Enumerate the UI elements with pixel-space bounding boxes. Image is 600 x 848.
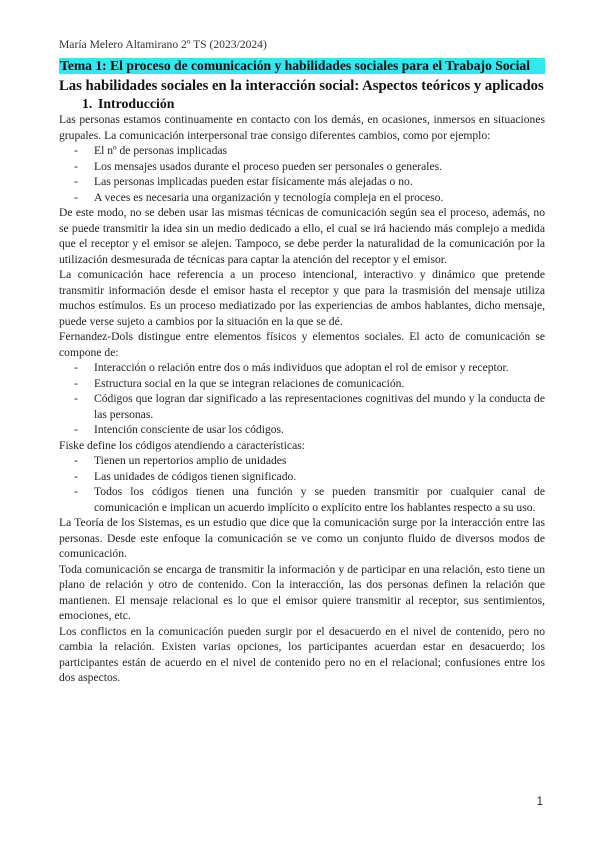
dash-marker: - <box>74 361 78 374</box>
dash-marker: - <box>74 454 78 467</box>
page-header: María Melero Altamirano 2º TS (2023/2024) <box>59 38 267 51</box>
list-item: - Los mensajes usados durante el proceso pueden ser personales o generales. <box>74 159 443 173</box>
list-item: - Intención consciente de usar los códigos. <box>74 423 284 436</box>
dash-marker: - <box>74 175 78 188</box>
bullet-list-act-components <box>59 360 545 438</box>
dash-marker: - <box>74 190 78 204</box>
paragraph: La Teoría de los Sistemas, es un estudio que dice que la comunicación surge por la interacción entre las personas. Desde este enfoque la comunicación se ve como un conjunto fluido de diversos modos de comunicación. <box>59 516 545 560</box>
bullet-list-code-features <box>59 453 545 515</box>
list-item: - Estructura social en la que se integran relaciones de comunicación. <box>74 376 405 390</box>
paragraph: Fernandez-Dols distingue entre elementos físicos y elementos sociales. El acto de comunicación se compone de: <box>59 330 545 359</box>
dash-marker: - <box>74 144 78 157</box>
dash-marker: - <box>74 159 78 173</box>
section-heading <box>82 95 545 112</box>
document-page <box>59 38 545 686</box>
topic-title: Tema 1: El proceso de comunicación y habilidades sociales para el Trabajo Social <box>59 58 545 74</box>
list-item: - Tienen un repertorios amplio de unidades <box>74 454 287 467</box>
list-item: - Códigos que logran dar significado a las representaciones cognitivas del mundo y la conducta de las personas. <box>74 392 545 421</box>
paragraph: La comunicación hace referencia a un proceso intencional, interactivo y dinámico que pretende transmitir información desde el emisor hasta el receptor y que para la trasmisión del mensaje utiliza muchos estímulos. Es un proceso mediatizado por las experiencias de ambos hablantes, dicho mensaje, puede verse sujeto a cambios por la situación en la que se dé. <box>59 268 545 328</box>
bullet-list-changes <box>59 143 545 205</box>
dash-marker: - <box>74 376 78 390</box>
page-number: 1 <box>536 796 543 808</box>
dash-marker: - <box>74 423 78 436</box>
dash-marker: - <box>74 392 78 405</box>
list-item: - Todos los códigos tienen una función y se pueden transmitir por cualquier canal de comunicación e implican un acuerdo implícito o explícito entre los hablantes respecto a su uso. <box>74 485 545 514</box>
list-item: - El nº de personas implicadas <box>74 144 228 157</box>
subtitle: Las habilidades sociales en la interacción social: Aspectos teóricos y aplicados <box>59 78 544 94</box>
list-item: - Las unidades de códigos tienen significado. <box>74 469 297 483</box>
paragraph: Los conflictos en la comunicación pueden surgir por el desacuerdo en el nivel de contenido, pero no cambia la relación. Existen varias opciones, los participantes acuerdan estar en desacuerdo; los participantes están de acuerdo en el nivel de contenido pero no en el relacional; confusiones entre los dos aspectos. <box>59 624 545 684</box>
dash-marker: - <box>74 469 78 483</box>
list-item: - Interacción o relación entre dos o más individuos que adoptan el rol de emisor y receptor. <box>74 361 509 374</box>
section-number: 1. <box>82 96 93 111</box>
paragraph: Fiske define los códigos atendiendo a características: <box>59 438 305 452</box>
dash-marker: - <box>74 485 78 498</box>
paragraph: Toda comunicación se encarga de transmitir la información y de participar en una relación, esto tiene un plano de relación y otro de contenido. Con la interacción, las dos personas definen la relación que mantienen. El mensaje relacional es lo que el emisor quiere transmitir al receptor, sus sentimientos, emociones, etc. <box>59 562 545 622</box>
paragraph: De este modo, no se deben usar las mismas técnicas de comunicación según sea el proceso, además, no se puede transmitir la idea sin un medio dedicado a ello, el cual se irá haciendo más complejo a medida que el receptor y el emisor se alejen. Tampoco, se debe perder la naturalidad de la comunicación por la utilización desmesurada de técnicas para captar la atención del receptor y el emisor. <box>59 206 545 266</box>
list-item: - Las personas implicadas pueden estar físicamente más alejadas o no. <box>74 175 413 188</box>
section-title: Introducción <box>98 96 175 111</box>
paragraph: Las personas estamos continuamente en contacto con los demás, en ocasiones, inmersos en situaciones grupales. La comunicación interpersonal trae consigo diferentes cambios, como por ejemplo: <box>59 113 545 142</box>
list-item: - A veces es necesaria una organización y tecnología compleja en el proceso. <box>74 190 444 204</box>
